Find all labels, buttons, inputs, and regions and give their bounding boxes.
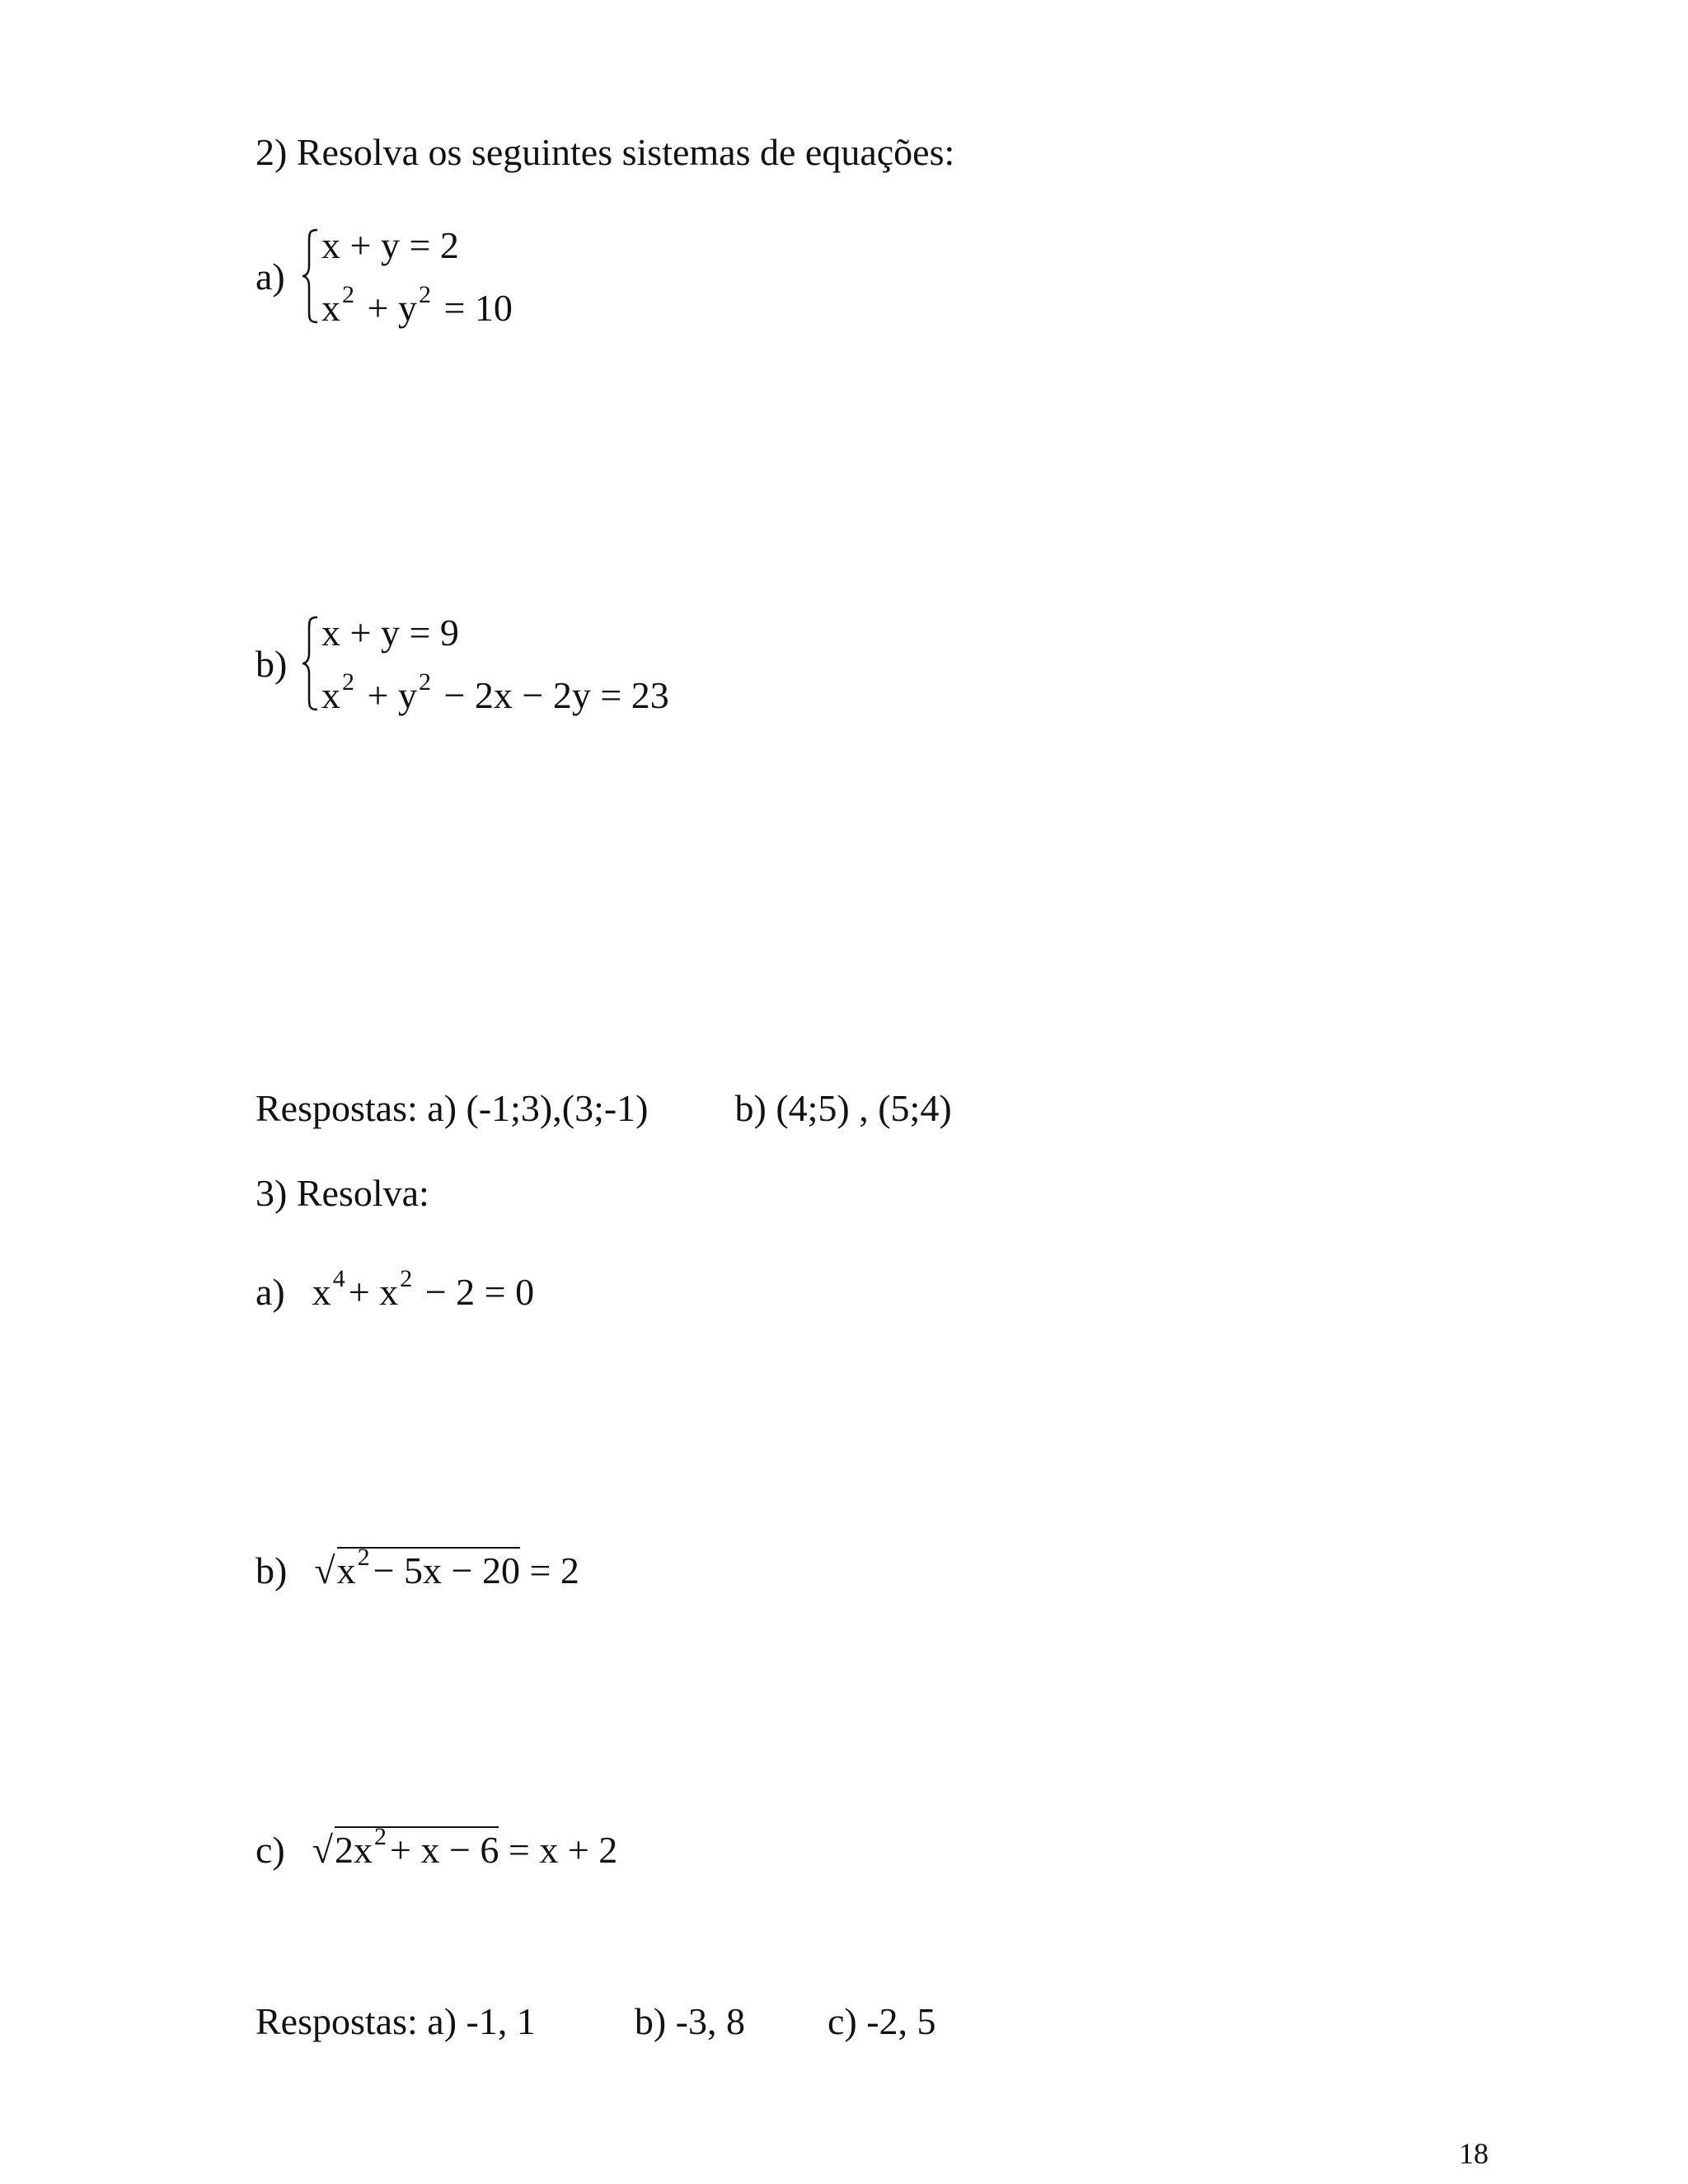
page-number: 18 (1459, 2137, 1489, 2170)
q2-b-eq2-exp2: 2 (418, 668, 431, 696)
q2-a-eq2 (321, 281, 513, 329)
q3-answer-a: Respostas: a) -1, 1 (256, 2000, 536, 2042)
curly-brace-icon (301, 227, 319, 326)
q2-b-label: b) (256, 643, 288, 685)
square-root-icon: √ (312, 1829, 333, 1871)
q2-a-eq2-x: x (321, 287, 340, 329)
q3-b-radical (314, 1544, 520, 1591)
q3-b-rhs: = 2 (529, 1549, 579, 1591)
q3-a (256, 1265, 535, 1313)
q3-answer-b: b) -3, 8 (634, 2000, 745, 2042)
q2-answer-a: Respostas: a) (-1;3),(3;-1) (256, 1087, 649, 1129)
q3-c-radical (312, 1823, 499, 1871)
q3-b-rad-x: x (336, 1549, 356, 1591)
q2-a-eq1: x + y = 2 (321, 224, 459, 266)
q3-title: 3) Resolva: (256, 1172, 429, 1214)
q3-c-rad-2x: 2x (335, 1829, 373, 1871)
q2-a-eq2-rest: = 10 (443, 287, 513, 329)
q3-b-label: b) (256, 1549, 288, 1591)
q3-c-rhs: = x + 2 (508, 1829, 618, 1871)
q3-c (256, 1823, 618, 1871)
q2-a-eq2-exp1: 2 (342, 281, 354, 308)
q3-a-mid: + x (348, 1271, 399, 1313)
q2-b-eq2-exp1: 2 (342, 668, 354, 696)
q3-c-rad-rest: + x − 6 (390, 1829, 499, 1871)
q3-b-rad-rest: − 5x − 20 (373, 1549, 520, 1591)
q3-c-rad-exp: 2 (374, 1823, 387, 1850)
q3-answers (256, 2000, 936, 2042)
q3-answer-c: c) -2, 5 (827, 2000, 936, 2042)
q2-b-eq2-mid: + y (367, 674, 417, 716)
q3-a-exp2: 2 (400, 1265, 413, 1292)
q3-b-rad-exp: 2 (357, 1544, 370, 1571)
q2-b-eq2 (321, 668, 669, 716)
q2-b-eq1: x + y = 9 (321, 612, 459, 654)
q2-title: 2) Resolva os seguintes sistemas de equações: (256, 131, 955, 173)
q3-a-rest: − 2 = 0 (424, 1271, 535, 1313)
q2-b-eq2-x: x (321, 674, 340, 716)
q3-a-x: x (312, 1271, 331, 1313)
q3-a-exp1: 4 (332, 1265, 345, 1292)
q3-b (256, 1544, 579, 1591)
q2-a-eq2-exp2: 2 (418, 281, 431, 308)
q3-a-label: a) (256, 1271, 285, 1313)
q3-b-radicand (336, 1544, 520, 1591)
q3-c-radicand (335, 1823, 499, 1871)
q2-answers (256, 1087, 952, 1129)
curly-brace-icon (301, 614, 319, 713)
q2-b-eq2-rest: − 2x − 2y = 23 (443, 674, 669, 716)
q2-a-eq2-mid: + y (367, 287, 417, 329)
q3-c-label: c) (256, 1829, 285, 1871)
square-root-icon: √ (314, 1549, 335, 1591)
q2-a-label: a) (256, 255, 285, 298)
q2-answer-b: b) (4;5) , (5;4) (734, 1087, 952, 1129)
